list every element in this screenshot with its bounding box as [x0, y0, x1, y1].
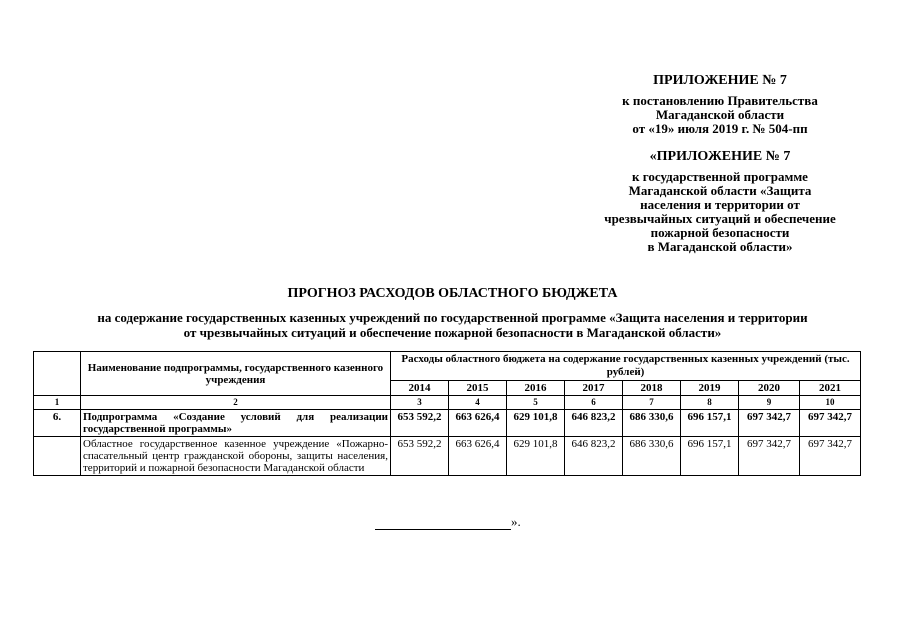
closing-mark: [375, 514, 521, 530]
header-name-cell: Наименование подпрограммы, государственного казенного учреждения: [81, 352, 391, 396]
value-cell: 629 101,8: [507, 410, 565, 437]
header-expenses-cell: Расходы областного бюджета на содержание государственных казенных учреждений (тыс. рублей): [391, 352, 861, 381]
value-cell: 663 626,4: [449, 410, 507, 437]
header-index-cell: [34, 352, 81, 396]
appendix-line: Магаданской области: [655, 107, 785, 122]
year-cell: 2020: [739, 381, 800, 396]
value-cell: 686 330,6: [623, 437, 681, 476]
column-number: 5: [507, 396, 565, 410]
column-number: 4: [449, 396, 507, 410]
year-cell: 2014: [391, 381, 449, 396]
appendix-line: к постановлению Правительства: [622, 93, 818, 108]
row-name: Областное государственное казенное учреждение «Пожарно-спасательный центр гражданской обороны, защиты населения, территорий и пожарной безопасности Магаданской области: [81, 437, 391, 476]
budget-table: [33, 351, 861, 476]
signature-line: [375, 517, 511, 530]
program-line: к государственной программе: [632, 169, 808, 184]
row-name: Подпрограмма «Создание условий для реализации государственной программы»: [81, 410, 391, 437]
program-line: Магаданской области «Защита: [628, 183, 812, 198]
column-number: 7: [623, 396, 681, 410]
year-cell: 2021: [800, 381, 861, 396]
document-title: ПРОГНОЗ РАСХОДОВ ОБЛАСТНОГО БЮДЖЕТА: [287, 286, 618, 301]
value-cell: 697 342,7: [739, 437, 800, 476]
closing-quote: ».: [511, 514, 521, 529]
value-cell: 653 592,2: [391, 410, 449, 437]
program-line: в Магаданской области»: [647, 239, 793, 254]
year-cell: 2015: [449, 381, 507, 396]
table-row: [34, 437, 861, 476]
value-cell: 696 157,1: [681, 410, 739, 437]
column-number: 9: [739, 396, 800, 410]
year-cell: 2019: [681, 381, 739, 396]
value-cell: 686 330,6: [623, 410, 681, 437]
row-index: [34, 437, 81, 476]
value-cell: 646 823,2: [565, 410, 623, 437]
value-cell: 629 101,8: [507, 437, 565, 476]
appendix-line: от «19» июля 2019 г. № 504-пп: [632, 121, 808, 136]
column-number-row: [34, 396, 861, 410]
value-cell: 697 342,7: [800, 437, 861, 476]
value-cell: 653 592,2: [391, 437, 449, 476]
appendix-header: [560, 74, 880, 254]
document-subtitle: [20, 310, 885, 340]
year-cell: 2016: [507, 381, 565, 396]
table-row: [34, 410, 861, 437]
column-number: 6: [565, 396, 623, 410]
value-cell: 697 342,7: [800, 410, 861, 437]
column-number: 8: [681, 396, 739, 410]
header-row: [34, 352, 861, 381]
appendix-title-2: «ПРИЛОЖЕНИЕ № 7: [649, 149, 791, 164]
value-cell: 697 342,7: [739, 410, 800, 437]
value-cell: 663 626,4: [449, 437, 507, 476]
row-index: 6.: [34, 410, 81, 437]
column-number: 3: [391, 396, 449, 410]
program-line: пожарной безопасности: [650, 225, 790, 240]
value-cell: 646 823,2: [565, 437, 623, 476]
column-number: 2: [81, 396, 391, 410]
value-cell: 696 157,1: [681, 437, 739, 476]
year-cell: 2017: [565, 381, 623, 396]
subtitle-line: на содержание государственных казенных учреждений по государственной программе «Защита населения и территории: [97, 310, 808, 325]
program-line: чрезвычайных ситуаций и обеспечение: [604, 211, 836, 226]
year-cell: 2018: [623, 381, 681, 396]
appendix-title: ПРИЛОЖЕНИЕ № 7: [653, 73, 787, 88]
column-number: 10: [800, 396, 861, 410]
column-number: 1: [34, 396, 81, 410]
subtitle-line: от чрезвычайных ситуаций и обеспечение пожарной безопасности в Магаданской области»: [183, 325, 722, 340]
program-line: населения и территории от: [640, 197, 800, 212]
